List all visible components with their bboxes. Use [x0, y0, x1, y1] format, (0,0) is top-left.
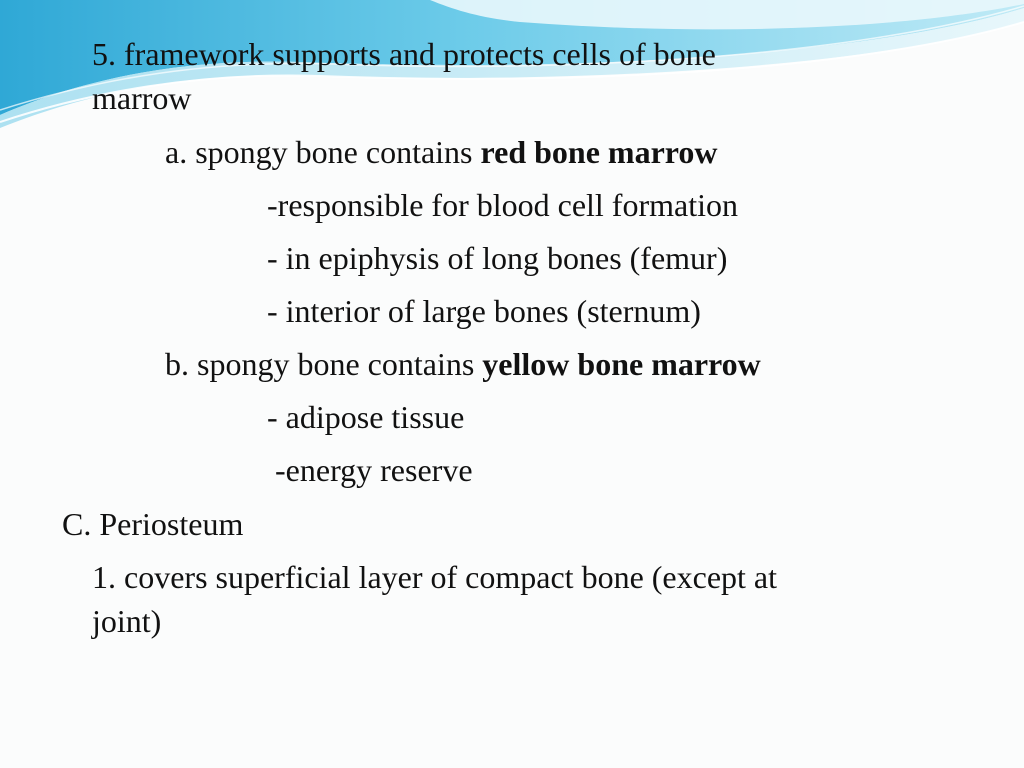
item-a-bullet-1: -responsible for blood cell formation: [267, 187, 738, 223]
item-b-bullet-1: - adipose tissue: [267, 399, 465, 435]
item-5-line-2: marrow: [92, 80, 192, 116]
item-b-prefix: b. spongy bone contains: [165, 346, 483, 382]
item-a-bullet-2: - in epiphysis of long bones (femur): [267, 240, 728, 276]
item-a-line: [165, 130, 718, 174]
item-b-line: [165, 342, 761, 386]
item-a-prefix: a. spongy bone contains: [165, 134, 481, 170]
section-c-item-1-line-1: 1. covers superficial layer of compact bone (except at: [92, 559, 778, 595]
item-b-bold-term: yellow bone marrow: [482, 346, 761, 382]
item-a-bold-term: red bone marrow: [480, 134, 718, 170]
section-c-item-1-line-2: joint): [92, 603, 162, 639]
item-a-bullet-3: - interior of large bones (sternum): [267, 293, 701, 329]
item-b-bullet-2: -energy reserve: [275, 452, 473, 488]
item-5-line-1: 5. framework supports and protects cells of bone: [92, 36, 716, 72]
section-c-heading: C. Periosteum: [62, 506, 244, 542]
